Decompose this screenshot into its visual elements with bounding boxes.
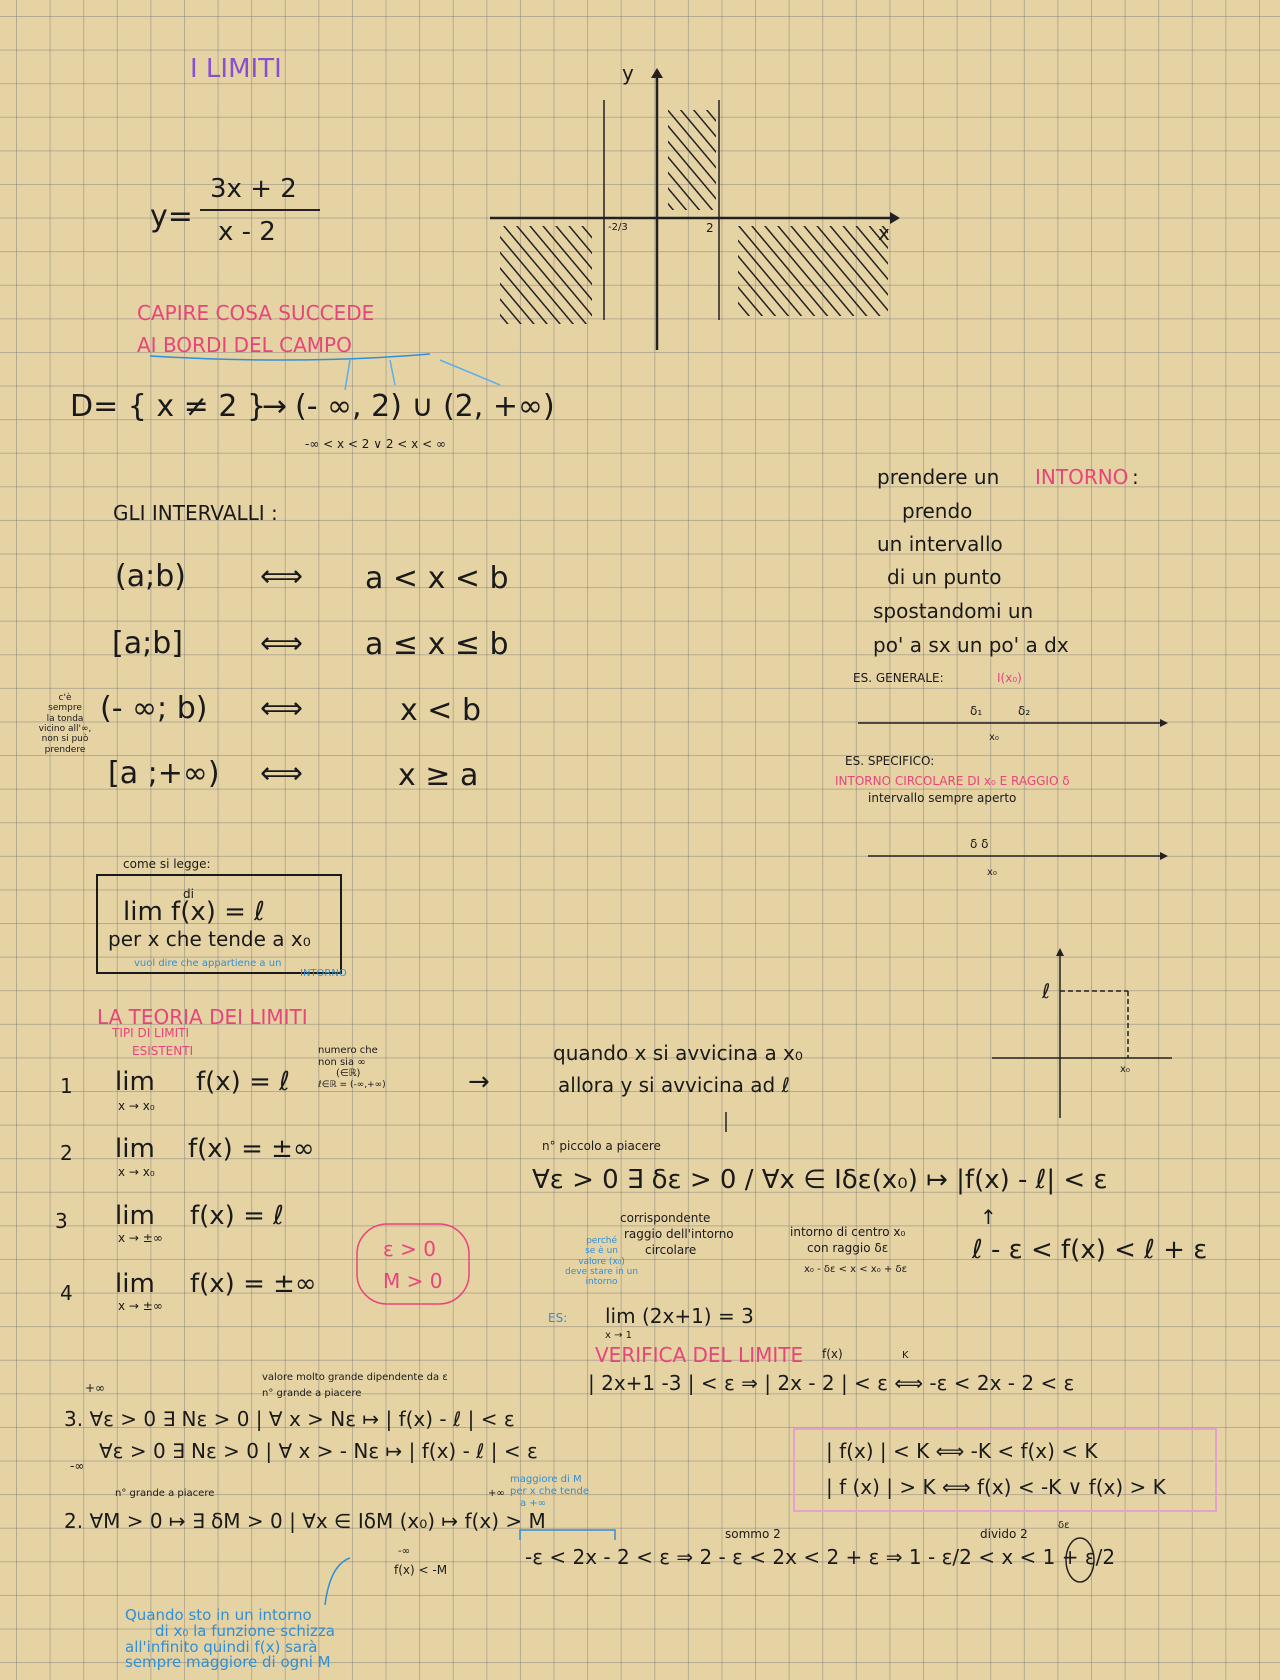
limit-2-sub: x → x₀ — [118, 1165, 155, 1179]
final-de: δε — [1058, 1520, 1070, 1531]
infty-note1: valore molto grande dipendente da ε — [262, 1372, 448, 1383]
limit-4-number: 4 — [60, 1281, 73, 1305]
hatch-region-top — [668, 110, 716, 210]
hatch-region-left — [500, 226, 592, 324]
limit-3-number: 3 — [55, 1209, 68, 1233]
graph-tick-pos: 2 — [706, 221, 714, 235]
interval-iff-2: ⟺ — [260, 626, 304, 661]
es-label: ES: — [548, 1311, 568, 1325]
final-equation: -ε < 2x - 2 < ε ⇒ 2 - ε < 2x < 2 + ε ⇒ 1 - ε/2 < x < 1 + ε/2 — [525, 1545, 1116, 1569]
intorno-line-1: prendere un — [877, 465, 1000, 489]
quando-piccolo: n° piccolo a piacere — [542, 1139, 661, 1153]
intorno-x0-2: x₀ — [987, 867, 997, 878]
intorno-line-2: prendo — [902, 499, 973, 523]
lim-expression: lim f(x) = ℓ — [123, 897, 265, 927]
es-lim-sub: x → 1 — [605, 1330, 633, 1341]
function-lhs: y= — [150, 199, 193, 234]
intorno-d2: δ₂ — [1018, 704, 1031, 718]
blue-note-3: a +∞ — [520, 1498, 547, 1509]
verifica-k: K — [902, 1350, 909, 1361]
intorno-d1: δ₁ — [970, 704, 983, 718]
bordi-arrow-3 — [440, 360, 500, 385]
limit-2-expr: f(x) = ±∞ — [188, 1134, 315, 1164]
limit-2-lim: lim — [115, 1134, 155, 1164]
intorno-specifico: ES. SPECIFICO: — [845, 754, 935, 768]
intervals-heading: GLI INTERVALLI : — [113, 501, 278, 525]
intorno-line-4: di un punto — [887, 565, 1002, 589]
bordi-line2: AI BORDI DEL CAMPO — [137, 333, 352, 357]
final-sommo: sommo 2 — [725, 1527, 781, 1541]
limit-2-number: 2 — [60, 1141, 73, 1165]
limit-4-sub: x → ±∞ — [118, 1299, 163, 1313]
teoria-line2: TIPI DI LIMITI — [112, 1026, 190, 1040]
interval-iff-3: ⟺ — [260, 691, 304, 726]
domain-set: (- ∞, 2) ∪ (2, +∞) — [295, 389, 555, 424]
teoria-arrow: → — [468, 1067, 490, 1097]
intorno-colon: : — [1132, 465, 1139, 489]
eps-positive: ε > 0 — [383, 1237, 437, 1261]
interval-iff-4: ⟺ — [260, 756, 304, 791]
infty-plus-2: +∞ — [488, 1488, 505, 1499]
function-numerator: 3x + 2 — [210, 174, 297, 204]
quando-line1: quando x si avvicina a x₀ — [553, 1041, 803, 1065]
infty-minus: -∞ — [70, 1459, 85, 1473]
graph-x-label: x — [878, 221, 890, 245]
small-graph-l: ℓ — [1042, 979, 1051, 1003]
blue-curved-arrow — [325, 1558, 350, 1605]
teoria-line3: ESISTENTI — [132, 1044, 194, 1058]
domain-arrow: → — [262, 389, 288, 424]
come-si-legge-label: come si legge: — [123, 857, 211, 871]
intorno-circolare: INTORNO CIRCOLARE DI x₀ E RAGGIO δ — [835, 774, 1070, 788]
bordi-arrow-1 — [345, 360, 350, 390]
blue-note-2: per x che tende — [510, 1486, 589, 1497]
quando-definition: ∀ε > 0 ∃ δε > 0 / ∀x ∈ Iδε(x₀) ↦ |f(x) - ℓ| < ε — [532, 1165, 1108, 1195]
infty-def-m: 2. ∀M > 0 ↦ ∃ δM > 0 | ∀x ∈ IδM (x₀) ↦ f(x) > M — [64, 1509, 546, 1533]
hatch-region-right — [738, 226, 888, 316]
limit-4-expr: f(x) = ±∞ — [190, 1269, 317, 1299]
infty-note2: n° grande a piacere — [262, 1388, 362, 1399]
perche-note: perché se è un valore (x₀) deve stare in un intorno — [565, 1236, 639, 1288]
lim-note-2: INTORNO — [300, 968, 347, 979]
intorno-centro-1: intorno di centro x₀ — [790, 1225, 906, 1239]
abs-value-line1: | f(x) | < K ⟺ -K < f(x) < K — [826, 1439, 1098, 1463]
function-denominator: x - 2 — [218, 217, 276, 247]
quando-line2: allora y si avvicina ad ℓ — [558, 1073, 790, 1097]
interval-right-4: x ≥ a — [398, 758, 479, 793]
limit-3-sub: x → ±∞ — [118, 1231, 163, 1245]
limit-1-number: 1 — [60, 1074, 73, 1098]
interval-right-2: a ≤ x ≤ b — [365, 627, 509, 662]
infty-def-minus: ∀ε > 0 ∃ Nε > 0 | ∀ x > - Nε ↦ | f(x) - ℓ | < ε — [99, 1439, 538, 1463]
interval-iff-1: ⟺ — [260, 559, 304, 594]
lim-note: vuol dire che appartiene a un — [134, 958, 282, 969]
limit-1-sub: x → x₀ — [118, 1099, 155, 1113]
quando-up: ↑ — [980, 1205, 997, 1229]
limit-1-expr: f(x) = ℓ — [196, 1067, 290, 1097]
limit-1-lim: lim — [115, 1067, 155, 1097]
infty-minus-2: -∞ — [398, 1546, 410, 1557]
graph-y-label: y — [622, 61, 634, 85]
intorno-highlight: INTORNO — [1035, 465, 1129, 489]
domain-def: D= { x ≠ 2 } — [70, 389, 267, 424]
intorno-centro-2: con raggio δε — [807, 1241, 889, 1255]
interval-left-4: [a ;+∞) — [108, 756, 220, 791]
numero-note: numero che non sia ∞ (∈ℝ) ℓ∈ℝ = (-∞,+∞) — [318, 1045, 386, 1090]
bordi-arrow-2 — [390, 360, 395, 385]
interval-left-1: (a;b) — [115, 559, 186, 594]
interval-left-3: (- ∞; b) — [100, 691, 208, 726]
quando-blue-note: Quando sto in un intorno di x₀ la funzione schizza all'infinito quindi f(x) sarà sempre maggiore di ogni M — [125, 1606, 335, 1672]
m-positive: M > 0 — [383, 1269, 443, 1293]
intorno-line-6: po' a sx un po' a dx — [873, 633, 1069, 657]
intorno-aperto: intervallo sempre aperto — [868, 791, 1017, 805]
teoria-line1: LA TEORIA DEI LIMITI — [97, 1005, 308, 1029]
intervals-side-note: c'è sempre la tonda vicino all'∞, non si può prendere — [38, 693, 92, 755]
intorno-i-x0: I(x₀) — [997, 671, 1022, 685]
limit-3-expr: f(x) = ℓ — [190, 1201, 284, 1231]
intorno-centro-3: x₀ - δε < x < x₀ + δε — [804, 1264, 907, 1275]
infty-ngrande: n° grande a piacere — [115, 1488, 215, 1499]
lim-di: di — [183, 887, 194, 901]
interval-right-3: x < b — [400, 693, 482, 728]
intorno-line-5: spostandomi un — [873, 599, 1034, 623]
quando-ineq: ℓ - ε < f(x) < ℓ + ε — [972, 1235, 1208, 1265]
small-graph-x0: x₀ — [1120, 1064, 1130, 1075]
limit-4-lim: lim — [115, 1269, 155, 1299]
es-lim: lim (2x+1) = 3 — [605, 1304, 754, 1328]
final-divido: divido 2 — [980, 1527, 1028, 1541]
abs-value-line2: | f (x) | > K ⟺ f(x) < -K ∨ f(x) > K — [826, 1475, 1166, 1499]
corrisp-2: raggio dell'intorno — [624, 1227, 734, 1241]
blue-note-1: maggiore di M — [510, 1474, 582, 1485]
interval-left-2: [a;b] — [112, 626, 183, 661]
graph-x-arrow — [890, 212, 900, 224]
intorno-x0: x₀ — [989, 732, 999, 743]
infty-fx-m: f(x) < -M — [394, 1563, 448, 1577]
intorno-generale: ES. GENERALE: — [853, 671, 944, 685]
corrisp-1: corrispondente — [620, 1211, 711, 1225]
infty-plus: +∞ — [85, 1381, 106, 1395]
graph-tick-neg: -2/3 — [608, 222, 628, 233]
verifica-equation: | 2x+1 -3 | < ε ⇒ | 2x - 2 | < ε ⟺ -ε < 2x - 2 < ε — [588, 1371, 1075, 1395]
domain-sub: -∞ < x < 2 ∨ 2 < x < ∞ — [305, 437, 446, 451]
verifica-fx: f(x) — [822, 1347, 843, 1361]
intorno-dd: δ δ — [970, 837, 989, 851]
infty-def-plus: 3. ∀ε > 0 ∃ Nε > 0 | ∀ x > Nε ↦ | f(x) - ℓ | < ε — [64, 1407, 515, 1431]
interval-right-1: a < x < b — [365, 561, 509, 596]
verifica-label: VERIFICA DEL LIMITE — [595, 1343, 804, 1367]
page-title: I LIMITI — [190, 54, 282, 84]
graph-y-arrow — [651, 68, 663, 78]
lim-per-x: per x che tende a x₀ — [108, 927, 311, 951]
bordi-line1: CAPIRE COSA SUCCEDE — [137, 301, 375, 325]
corrisp-3: circolare — [645, 1243, 697, 1257]
limit-3-lim: lim — [115, 1201, 155, 1231]
intorno-line-3: un intervallo — [877, 532, 1003, 556]
